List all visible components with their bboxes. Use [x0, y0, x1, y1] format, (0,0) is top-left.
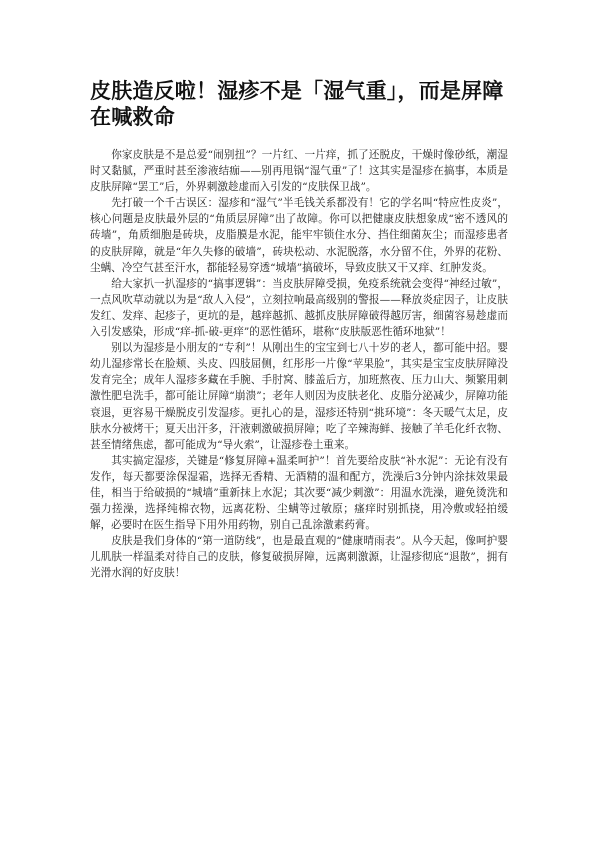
paragraph-6: 皮肤是我们身体的“第一道防线”，也是最直观的“健康晴雨表”。从今天起，像呵护婴儿肌肤一样温柔对待自己的皮肤，修复破损屏障，远离刺激源，让湿疹彻底“退散”，拥有光滑水润的好皮肤！ [90, 535, 508, 580]
paragraph-4: 别以为湿疹是小朋友的“专利”！从刚出生的宝宝到七八十岁的老人，都可能中招。婴幼儿湿疹常长在脸颊、头皮、四肢屈侧，红彤彤一片像“苹果脸”，其实是宝宝皮肤屏障没发育完全；成年人湿疹多藏在手腕、手肘窝、膝盖后方，加班熬夜、压力山大、频繁用刺激性肥皂洗手，都可能让屏障“崩溃”；老年人则因为皮肤老化、皮脂分泌减少，屏障功能衰退，更容易干燥脱皮引发湿疹。更扎心的是，湿疹还特别“挑环境”：冬天暖气太足，皮肤水分被烤干；夏天出汗多，汗液刺激破损屏障；吃了辛辣海鲜、接触了羊毛化纤衣物、甚至情绪焦虑，都可能成为“导火索”，让湿疹卷土重来。 [90, 342, 508, 451]
paragraph-2: 先打破一个千古误区：湿疹和“湿气”半毛钱关系都没有！它的学名叫“特应性皮炎”，核心问题是皮肤最外层的“角质层屏障”出了故障。你可以把健康皮肤想象成“密不透风的砖墙”，角质细胞是砖块，皮脂膜是水泥，能牢牢锁住水分、挡住细菌灰尘；而湿疹患者的皮肤屏障，就是“年久失修的破墙”，砖块松动、水泥脱落，水分留不住，外界的花粉、尘螨、冷空气甚至汗水，都能轻易穿透“城墙”搞破坏，导致皮肤又干又痒、红肿发炎。 [90, 197, 508, 274]
article-title: 皮肤造反啦！湿疹不是「湿气重」，而是屏障在喊救命 [90, 79, 504, 129]
paragraph-5: 其实搞定湿疹，关键是“修复屏障+温柔呵护”！首先要给皮肤“补水泥”：无论有没有发作，每天都要涂保湿霜，选择无香精、无酒精的温和配方，洗澡后3分钟内涂抹效果最佳，相当于给破损的“城墙”重新抹上水泥；其次要“减少刺激”：用温水洗澡，避免烫洗和强力搓澡，选择纯棉衣物，远离花粉、尘螨等过敏原；瘙痒时别抓挠，用冷敷或轻拍缓解，必要时在医生指导下用外用药物，别自己乱涂激素药膏。 [90, 454, 508, 532]
paragraph-3: 给大家扒一扒湿疹的“搞事逻辑”：当皮肤屏障受损，免疫系统就会变得“神经过敏”，一点风吹草动就以为是“敌人入侵”，立刻拉响最高级别的警报——释放炎症因子，让皮肤发红、发痒、起疹子，更坑的是，越痒越抓、越抓皮肤屏障破得越厉害，细菌容易趁虚而入引发感染，形成“痒-抓-破-更痒”的恶性循环，堪称“皮肤版恶性循环地狱”！ [90, 277, 508, 339]
paragraph-1: 你家皮肤是不是总爱“闹别扭”？一片红、一片痒，抓了还脱皮，干燥时像砂纸，潮湿时又黏腻，严重时甚至渗液结痂——别再甩锅“湿气重”了！这其实是湿疹在搞事，本质是皮肤屏障“罢工”后，外界刺激趁虚而入引发的“皮肤保卫战”。 [90, 149, 508, 194]
article [90, 78, 508, 582]
